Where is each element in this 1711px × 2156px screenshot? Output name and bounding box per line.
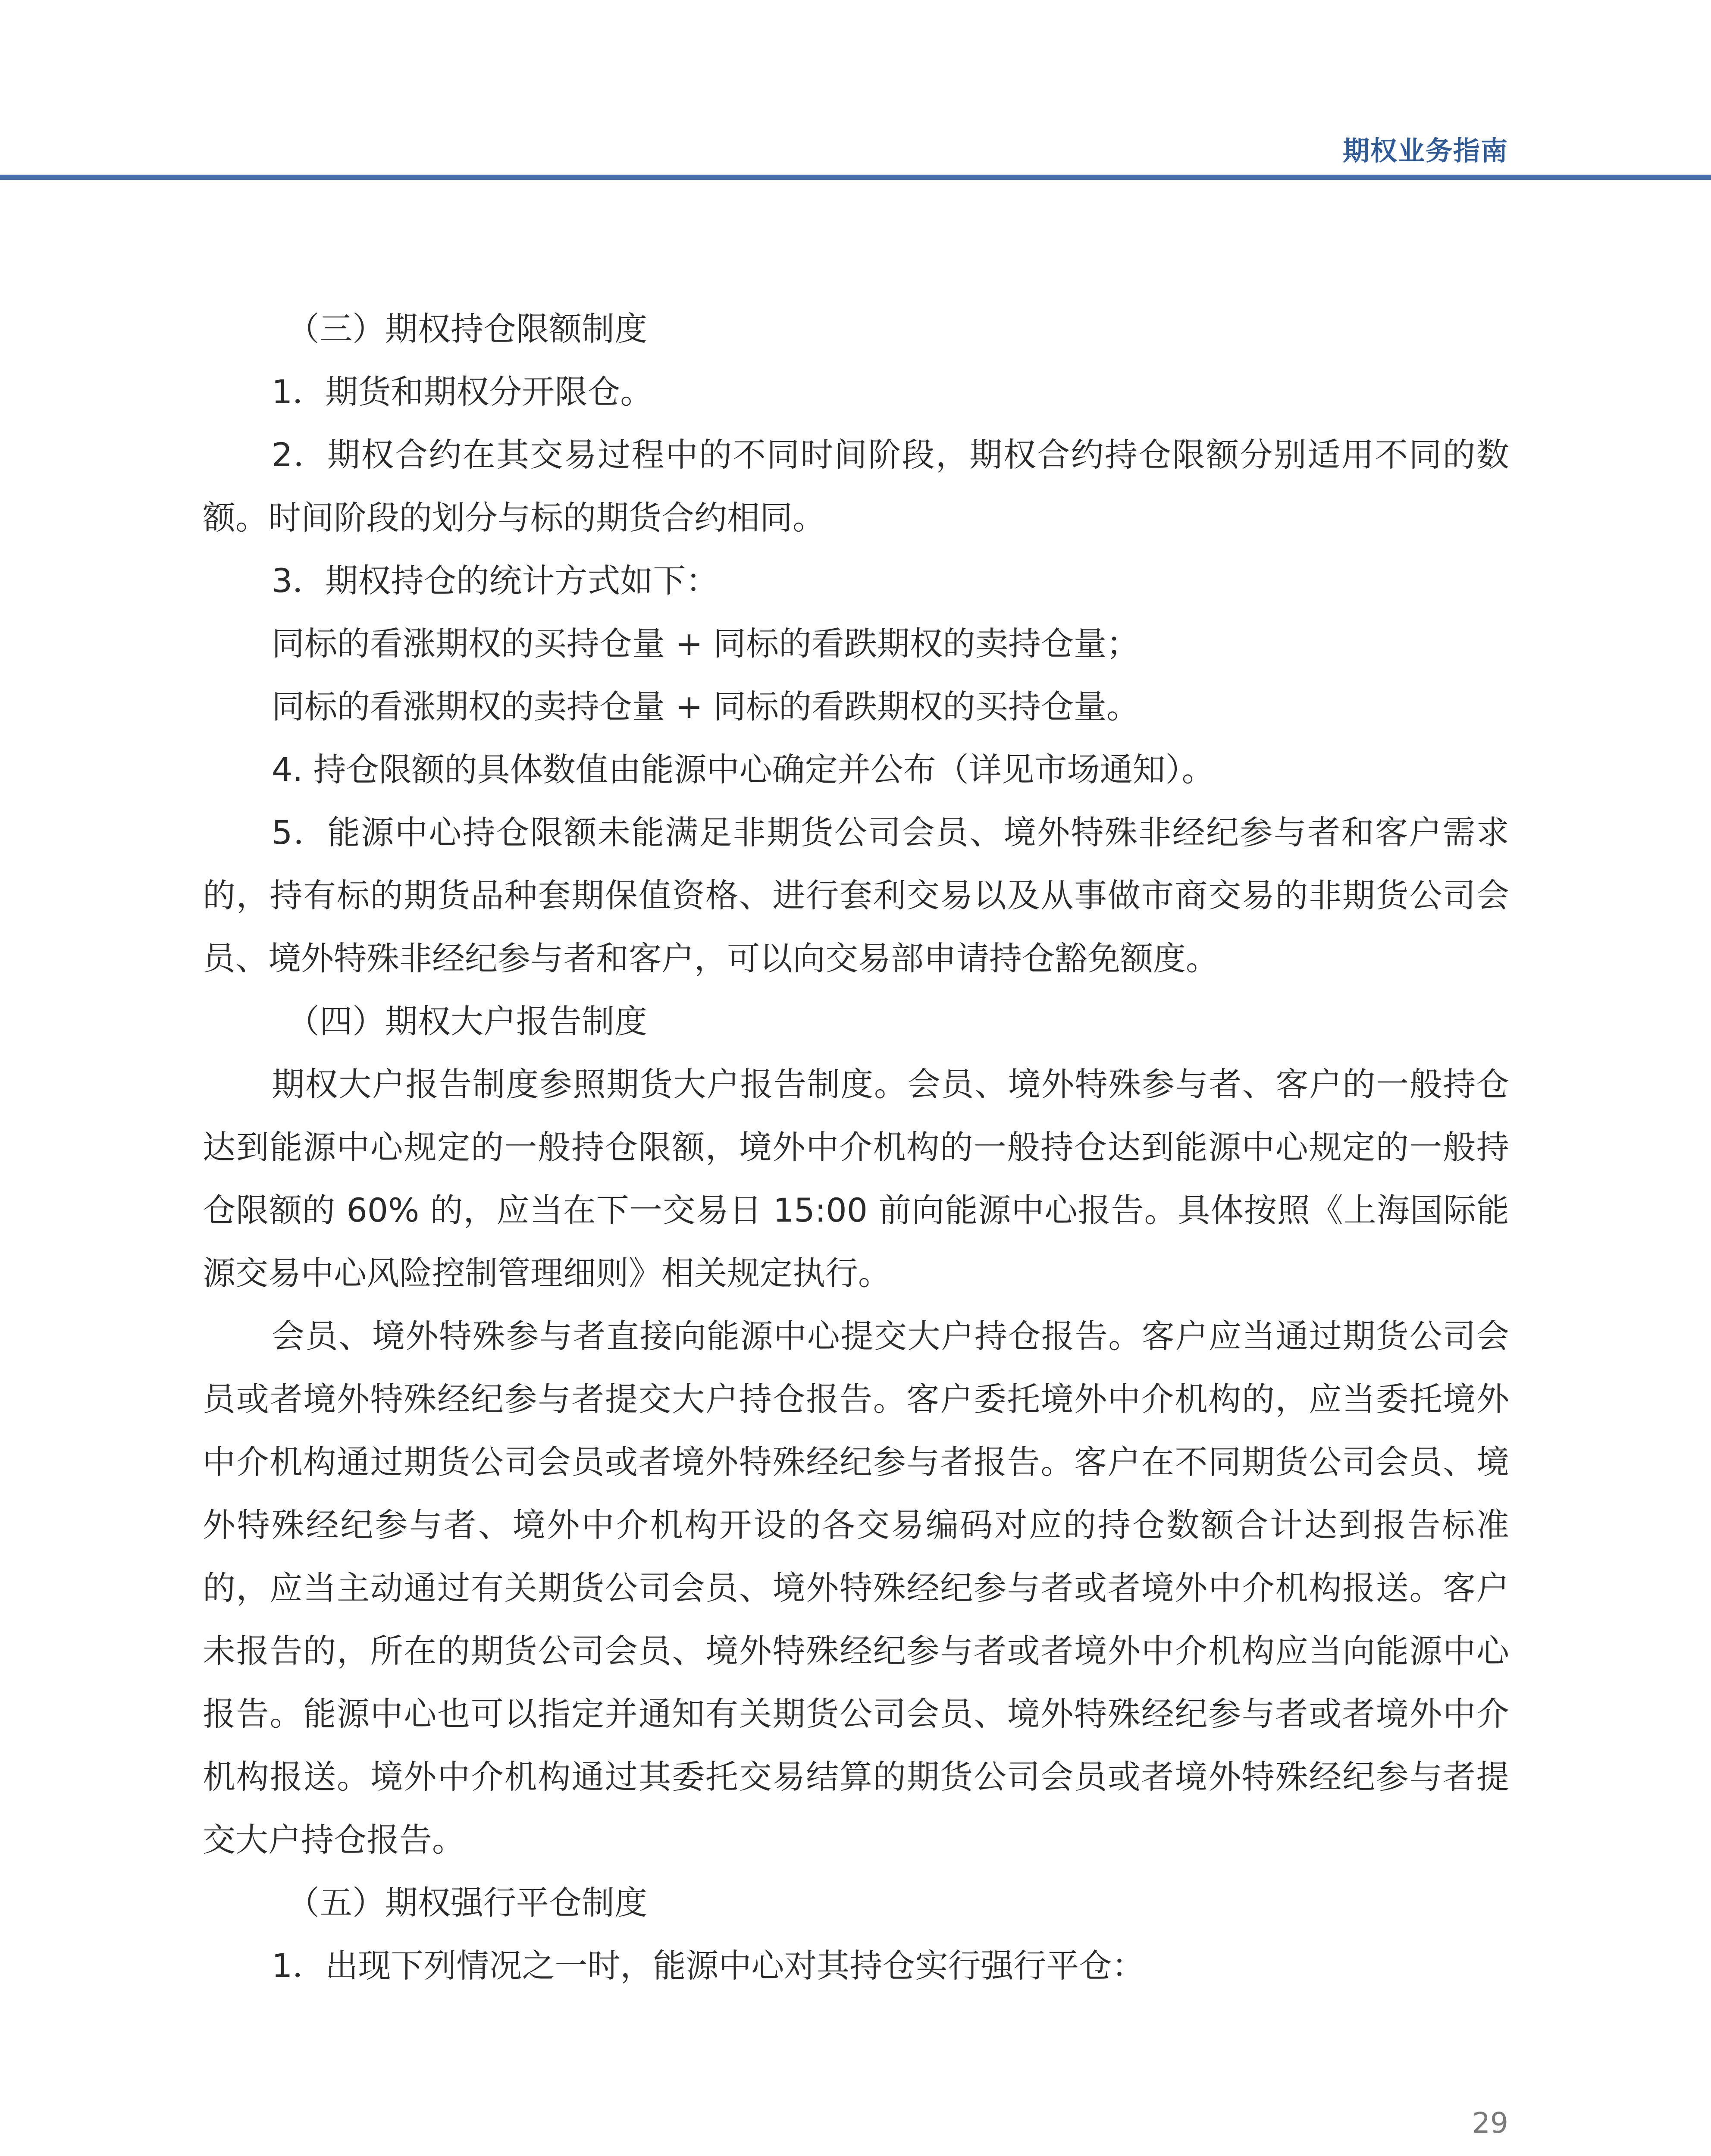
paragraph-item-4: 4. 持仓限额的具体数值由能源中心确定并公布（详见市场通知）。 [272, 750, 1215, 789]
paragraph-formula-2: 同标的看涨期权的卖持仓量 + 同标的看跌期权的买持仓量。 [272, 687, 1139, 726]
paragraph-formula-1: 同标的看涨期权的买持仓量 + 同标的看跌期权的卖持仓量； [272, 624, 1139, 663]
paragraph-large-trader-1: 期权大户报告制度参照期货大户报告制度。会员、境外特殊参与者、客户的一般持仓达到能源中心规定的一般持仓限额，境外中介机构的一般持仓达到能源中心规定的一般持仓限额的 60% 的，应当在下一交易日 15:00 前向能源中心报告。具体按照《上海国际能源交易中心风险控制管理细则》相关规定执行。 [203, 1065, 1509, 1292]
paragraph-item-2: 2．期权合约在其交易过程中的不同时间阶段，期权合约持仓限额分别适用不同的数额。时间阶段的划分与标的期货合约相同。 [203, 436, 1509, 537]
page-number: 29 [1472, 2106, 1508, 2140]
paragraph-item-3: 3．期权持仓的统计方式如下： [272, 561, 719, 600]
paragraph-large-trader-2: 会员、境外特殊参与者直接向能源中心提交大户持仓报告。客户应当通过期货公司会员或者境外特殊经纪参与者提交大户持仓报告。客户委托境外中介机构的，应当委托境外中介机构通过期货公司会员或者境外特殊经纪参与者报告。客户在不同期货公司会员、境外特殊经纪参与者、境外中介机构开设的各交易编码对应的持仓数额合计达到报告标准的，应当主动通过有关期货公司会员、境外特殊经纪参与者或者境外中介机构报送。客户未报告的，所在的期货公司会员、境外特殊经纪参与者或者境外中介机构应当向能源中心报告。能源中心也可以指定并通知有关期货公司会员、境外特殊经纪参与者或者境外中介机构报送。境外中介机构通过其委托交易结算的期货公司会员或者境外特殊经纪参与者提交大户持仓报告。 [203, 1317, 1509, 1859]
paragraph-item-5: 5．能源中心持仓限额未能满足非期货公司会员、境外特殊非经纪参与者和客户需求的，持有标的期货品种套期保值资格、进行套利交易以及从事做市商交易的非期货公司会员、境外特殊非经纪参与者和客户，可以向交易部申请持仓豁免额度。 [203, 813, 1509, 978]
document-body [203, 298, 1509, 1997]
running-header-title: 期权业务指南 [1342, 135, 1508, 166]
section-heading-position-limits: （三）期权持仓限额制度 [287, 310, 647, 348]
paragraph-item-1: 1．期货和期权分开限仓。 [272, 373, 653, 411]
section-heading-forced-liquidation: （五）期权强行平仓制度 [287, 1883, 647, 1922]
header-divider [0, 175, 1711, 180]
paragraph-forced-liquidation-1: 1．出现下列情况之一时，能源中心对其持仓实行强行平仓： [272, 1946, 1145, 1985]
section-heading-large-trader-reporting: （四）期权大户报告制度 [287, 1002, 647, 1040]
